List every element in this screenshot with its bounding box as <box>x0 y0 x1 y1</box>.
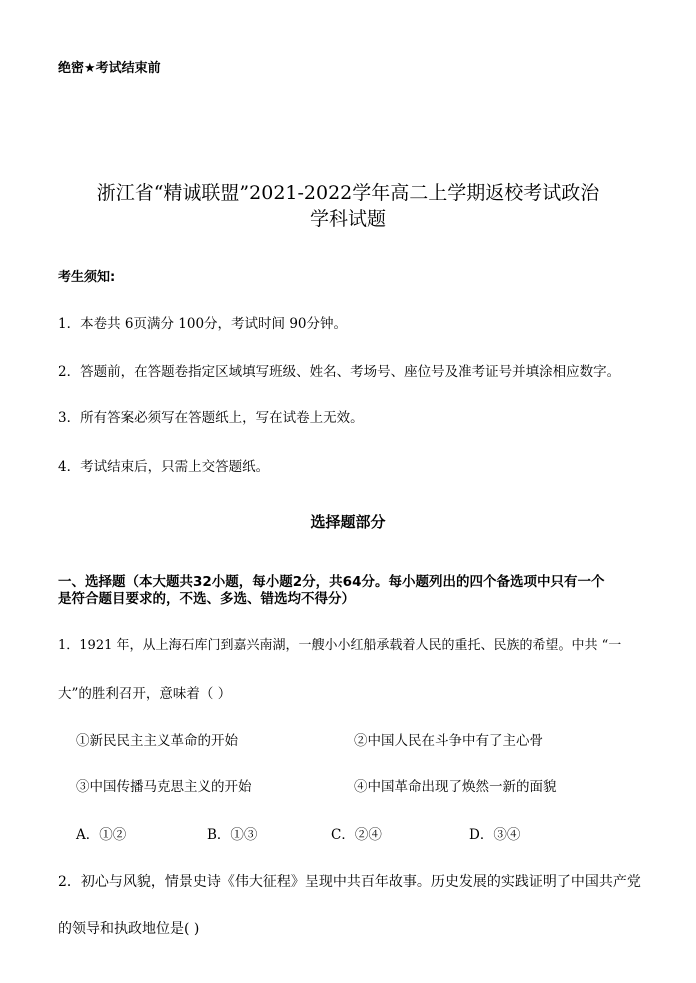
confidential-label: 绝密★考试结束前 <box>58 61 161 76</box>
question-1-line2: 大”的胜利召开，意味着（ ） <box>58 686 232 702</box>
notice-heading: 考生须知: <box>58 270 116 285</box>
part-instruction-line1: 一、选择题（本大题共32小题，每小题2分，共64分。每小题列出的四个备选项中只有一个 <box>58 574 605 590</box>
notice-item: 4．考试结束后，只需上交答题纸。 <box>58 459 270 475</box>
question-1-statement: ①新民民主主义革命的开始 <box>76 733 238 749</box>
question-1-statement: ②中国人民在斗争中有了主心骨 <box>354 733 543 749</box>
question-1-statement: ③中国传播马克思主义的开始 <box>76 779 252 795</box>
question-1-choice-b[interactable]: B．①③ <box>207 827 258 843</box>
exam-title-line2: 学科试题 <box>309 208 386 230</box>
question-2-line1: 2．初心与风貌，情景史诗《伟大征程》呈现中共百年故事。历史发展的实践证明了中国共产党 <box>58 874 641 890</box>
part-instruction-line2: 是符合题目要求的，不选、多选、错选均不得分） <box>58 591 355 607</box>
notice-item: 1．本卷共 6页满分 100分，考试时间 90分钟。 <box>58 316 347 332</box>
question-2-line2: 的领导和执政地位是( ) <box>58 921 200 937</box>
question-1-choice-a[interactable]: A．①② <box>76 827 127 843</box>
notice-item: 3．所有答案必须写在答题纸上，写在试卷上无效。 <box>58 410 364 426</box>
question-1-line1: 1．1921 年，从上海石库门到嘉兴南湖，一艘小小红船承载着人民的重托、民族的希望。中共 “一 <box>58 638 622 653</box>
question-1-choice-c[interactable]: C．②④ <box>331 827 382 843</box>
section-title: 选择题部分 <box>310 513 386 531</box>
question-1-choice-d[interactable]: D．③④ <box>469 827 521 843</box>
notice-item: 2．答题前，在答题卷指定区域填写班级、姓名、考场号、座位号及准考证号并填涂相应数字。 <box>58 364 621 380</box>
exam-title-line1: 浙江省“精诚联盟”2021-2022学年高二上学期返校考试政治 <box>96 182 600 204</box>
question-1-statement: ④中国革命出现了焕然一新的面貌 <box>354 779 557 795</box>
